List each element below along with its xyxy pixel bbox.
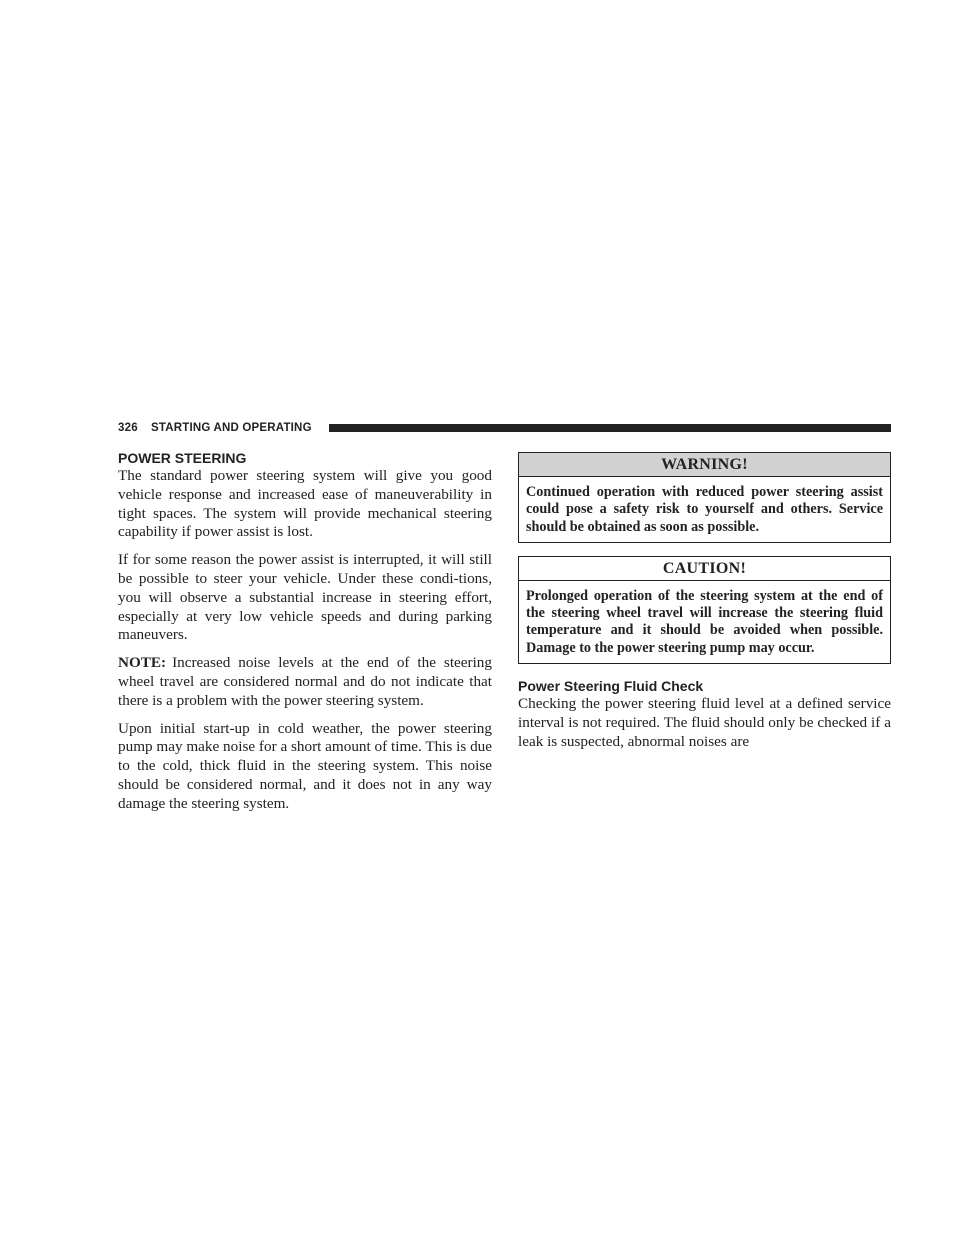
right-column — [518, 452, 891, 760]
caution-title: CAUTION! — [519, 557, 890, 581]
fluid-check-heading: Power Steering Fluid Check — [518, 678, 704, 695]
paragraph-fluid-check: Checking the power steering fluid level at a defined service interval is not required. The fluid should only be checked if a leak is suspected, abnormal noises are — [518, 695, 891, 750]
paragraph-intro: The standard power steering system will give you good vehicle response and increased ease of maneuverability in tight spaces. The system will provide mechanical steering capability if power assist is lost. — [118, 467, 492, 541]
caution-box — [518, 556, 891, 664]
note-label: NOTE: — [118, 654, 167, 672]
note-text: Increased noise levels at the end of the steering wheel travel are considered normal and do not indicate that there is a problem with the power steering system. — [118, 654, 492, 709]
warning-text: Continued operation with reduced power steering assist could pose a safety risk to yourself and others. Service should be obtained as soon as possible. — [526, 484, 883, 535]
page-header — [118, 420, 891, 436]
warning-title: WARNING! — [519, 453, 890, 477]
power-steering-heading: POWER STEERING — [118, 450, 247, 466]
page-number: 326 — [118, 422, 138, 434]
section-title: STARTING AND OPERATING — [151, 422, 312, 434]
note-paragraph — [118, 654, 492, 710]
paragraph-assist-interrupted: If for some reason the power assist is interrupted, it will still be possible to steer your vehicle. Under these condi-tions, you will observe a substantial increase in steering effort, especially at very low vehicle speeds and during parking maneuvers. — [118, 551, 492, 644]
header-rule — [329, 424, 891, 432]
caution-text: Prolonged operation of the steering system at the end of the steering wheel travel will increase the steering fluid temperature and it should be avoided when possible. Damage to the power steering pump may occur. — [526, 587, 883, 656]
warning-box — [518, 452, 891, 543]
left-column — [118, 449, 492, 823]
paragraph-cold-weather: Upon initial start-up in cold weather, the power steering pump may make noise for a short amount of time. This is due to the cold, thick fluid in the steering system. This noise should be considered normal, and it does not in any way damage the steering system. — [118, 719, 492, 812]
